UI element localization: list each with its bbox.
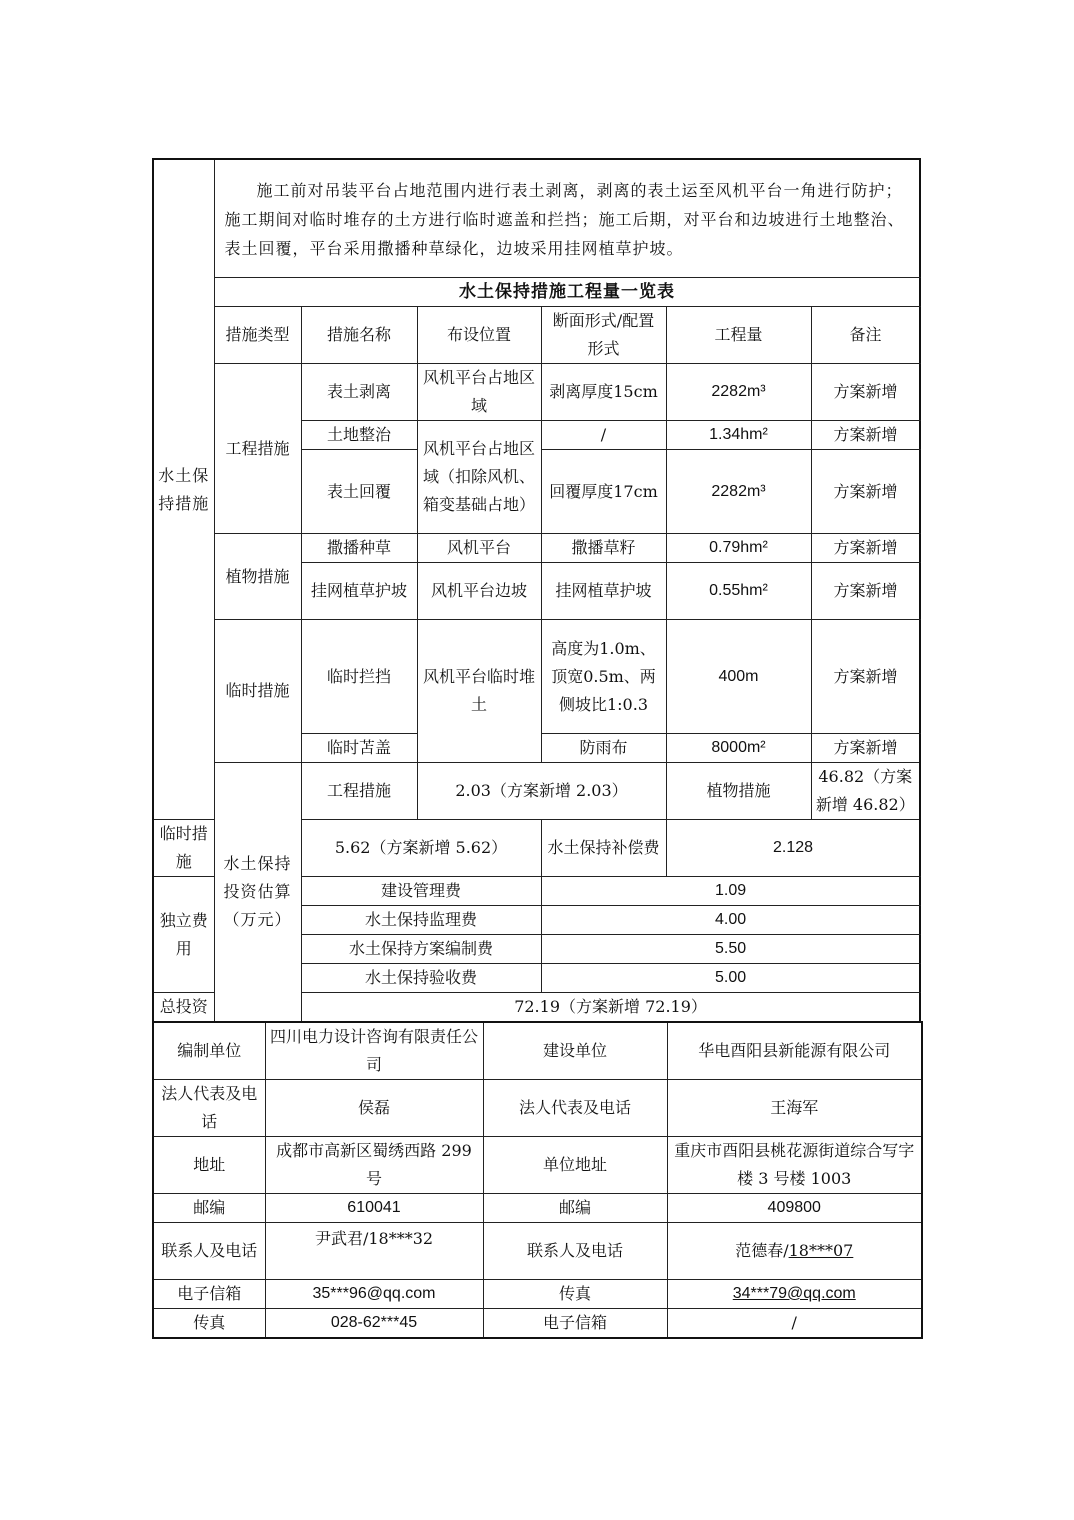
email-label-right: 电子信箱 bbox=[483, 1309, 667, 1339]
measures-table-title: 水土保持措施工程量一览表 bbox=[214, 278, 920, 307]
independent-item-label: 水土保持监理费 bbox=[301, 906, 541, 935]
row-location: 风机平台 bbox=[417, 534, 541, 563]
row-name: 临时苫盖 bbox=[301, 734, 417, 763]
row-form: 撒播草籽 bbox=[541, 534, 666, 563]
legal-label-left: 法人代表及电话 bbox=[153, 1080, 265, 1137]
zip-label-left: 邮编 bbox=[153, 1194, 265, 1223]
address-value-right: 重庆市酉阳县桃花源街道综合写字楼 3 号楼 1003 bbox=[667, 1137, 922, 1194]
zip-value-left: 610041 bbox=[265, 1194, 483, 1223]
zip-label-right: 邮编 bbox=[483, 1194, 667, 1223]
header-remark: 备注 bbox=[811, 307, 920, 364]
row-name: 撒播种草 bbox=[301, 534, 417, 563]
legal-value-right: 王海军 bbox=[667, 1080, 922, 1137]
report-table-frame bbox=[152, 158, 921, 1339]
independent-item-label: 水土保持验收费 bbox=[301, 964, 541, 993]
independent-item-label: 建设管理费 bbox=[301, 877, 541, 906]
invest-engineering-value: 2.03（方案新增 2.03） bbox=[417, 763, 666, 820]
header-measure-name: 措施名称 bbox=[301, 307, 417, 364]
prep-unit-value: 四川电力设计咨询有限责任公司 bbox=[265, 1022, 483, 1080]
contact-value-left: 尹武君/18***32 bbox=[265, 1223, 483, 1280]
build-unit-label: 建设单位 bbox=[483, 1022, 667, 1080]
invest-independent-label: 独立费用 bbox=[153, 877, 214, 993]
invest-total-label: 总投资 bbox=[153, 993, 214, 1023]
address-value-left: 成都市高新区蜀绣西路 299 号 bbox=[265, 1137, 483, 1194]
invest-total-value: 72.19（方案新增 72.19） bbox=[301, 993, 920, 1023]
row-quantity: 400m bbox=[666, 620, 811, 734]
row-quantity: 0.55hm² bbox=[666, 563, 811, 620]
row-location: 风机平台边坡 bbox=[417, 563, 541, 620]
row-form: 挂网植草护坡 bbox=[541, 563, 666, 620]
row-name: 表土剥离 bbox=[301, 364, 417, 421]
contact-value-right bbox=[667, 1223, 922, 1280]
row-remark: 方案新增 bbox=[811, 450, 920, 534]
investment-side-label: 水土保持投资估算（万元） bbox=[214, 763, 301, 1023]
row-quantity: 8000m² bbox=[666, 734, 811, 763]
contact-right-name: 范德春/ bbox=[735, 1241, 789, 1260]
invest-engineering-label: 工程措施 bbox=[301, 763, 417, 820]
legal-label-right: 法人代表及电话 bbox=[483, 1080, 667, 1137]
measures-side-label: 水土保持措施 bbox=[153, 159, 214, 820]
independent-item-value: 1.09 bbox=[541, 877, 920, 906]
fax-label-right: 传真 bbox=[483, 1280, 667, 1309]
contacts-table bbox=[152, 1021, 923, 1339]
invest-plant-value: 46.82（方案新增 46.82） bbox=[811, 763, 920, 820]
row-form: 回覆厚度17cm bbox=[541, 450, 666, 534]
row-remark: 方案新增 bbox=[811, 563, 920, 620]
fax-value-left: 028-62***45 bbox=[265, 1309, 483, 1339]
header-location: 布设位置 bbox=[417, 307, 541, 364]
unit-address-label: 单位地址 bbox=[483, 1137, 667, 1194]
row-location: 风机平台临时堆土 bbox=[417, 620, 541, 763]
row-form: 高度为1.0m、顶宽0.5m、两侧坡比1:0.3 bbox=[541, 620, 666, 734]
row-quantity: 0.79hm² bbox=[666, 534, 811, 563]
row-form: / bbox=[541, 421, 666, 450]
invest-compensation-value: 2.128 bbox=[666, 820, 920, 877]
contact-label-left: 联系人及电话 bbox=[153, 1223, 265, 1280]
row-quantity: 2282m³ bbox=[666, 450, 811, 534]
row-remark: 方案新增 bbox=[811, 734, 920, 763]
email-value-left: 35***96@qq.com bbox=[265, 1280, 483, 1309]
group-engineering: 工程措施 bbox=[214, 364, 301, 534]
legal-value-left: 侯磊 bbox=[265, 1080, 483, 1137]
group-plant: 植物措施 bbox=[214, 534, 301, 620]
zip-value-right: 409800 bbox=[667, 1194, 922, 1223]
header-form: 断面形式/配置形式 bbox=[541, 307, 666, 364]
fax-label-left: 传真 bbox=[153, 1309, 265, 1339]
group-temporary: 临时措施 bbox=[214, 620, 301, 763]
fax-value-right: 34***79@qq.com bbox=[667, 1280, 922, 1309]
summary-intro: 施工前对吊装平台占地范围内进行表土剥离，剥离的表土运至风机平台一角进行防护；施工期间对临时堆存的土方进行临时遮盖和拦挡；施工后期，对平台和边坡进行土地整治、表土回覆，平台采用撒播种草绿化，边坡采用挂网植草护坡。 bbox=[214, 159, 920, 278]
row-remark: 方案新增 bbox=[811, 534, 920, 563]
row-form: 剥离厚度15cm bbox=[541, 364, 666, 421]
invest-temporary-value: 5.62（方案新增 5.62） bbox=[301, 820, 541, 877]
independent-item-value: 5.50 bbox=[541, 935, 920, 964]
address-label: 地址 bbox=[153, 1137, 265, 1194]
contact-label-right: 联系人及电话 bbox=[483, 1223, 667, 1280]
row-name: 临时拦挡 bbox=[301, 620, 417, 734]
row-remark: 方案新增 bbox=[811, 421, 920, 450]
independent-item-value: 4.00 bbox=[541, 906, 920, 935]
row-location: 风机平台占地区域 bbox=[417, 364, 541, 421]
row-quantity: 2282m³ bbox=[666, 364, 811, 421]
row-quantity: 1.34hm² bbox=[666, 421, 811, 450]
row-remark: 方案新增 bbox=[811, 364, 920, 421]
row-name: 挂网植草护坡 bbox=[301, 563, 417, 620]
invest-temporary-label: 临时措施 bbox=[153, 820, 214, 877]
header-measure-type: 措施类型 bbox=[214, 307, 301, 364]
row-remark: 方案新增 bbox=[811, 620, 920, 734]
prep-unit-label: 编制单位 bbox=[153, 1022, 265, 1080]
header-quantity: 工程量 bbox=[666, 307, 811, 364]
measures-investment-table bbox=[152, 158, 921, 1023]
contact-right-phone: 18***07 bbox=[788, 1241, 854, 1260]
row-name: 表土回覆 bbox=[301, 450, 417, 534]
independent-item-label: 水土保持方案编制费 bbox=[301, 935, 541, 964]
row-location: 风机平台占地区域（扣除风机、箱变基础占地） bbox=[417, 421, 541, 534]
email-label-left: 电子信箱 bbox=[153, 1280, 265, 1309]
invest-plant-label: 植物措施 bbox=[666, 763, 811, 820]
independent-item-value: 5.00 bbox=[541, 964, 920, 993]
row-form: 防雨布 bbox=[541, 734, 666, 763]
row-name: 土地整治 bbox=[301, 421, 417, 450]
email-value-right: / bbox=[667, 1309, 922, 1339]
build-unit-value: 华电酉阳县新能源有限公司 bbox=[667, 1022, 922, 1080]
invest-compensation-label: 水土保持补偿费 bbox=[541, 820, 666, 877]
